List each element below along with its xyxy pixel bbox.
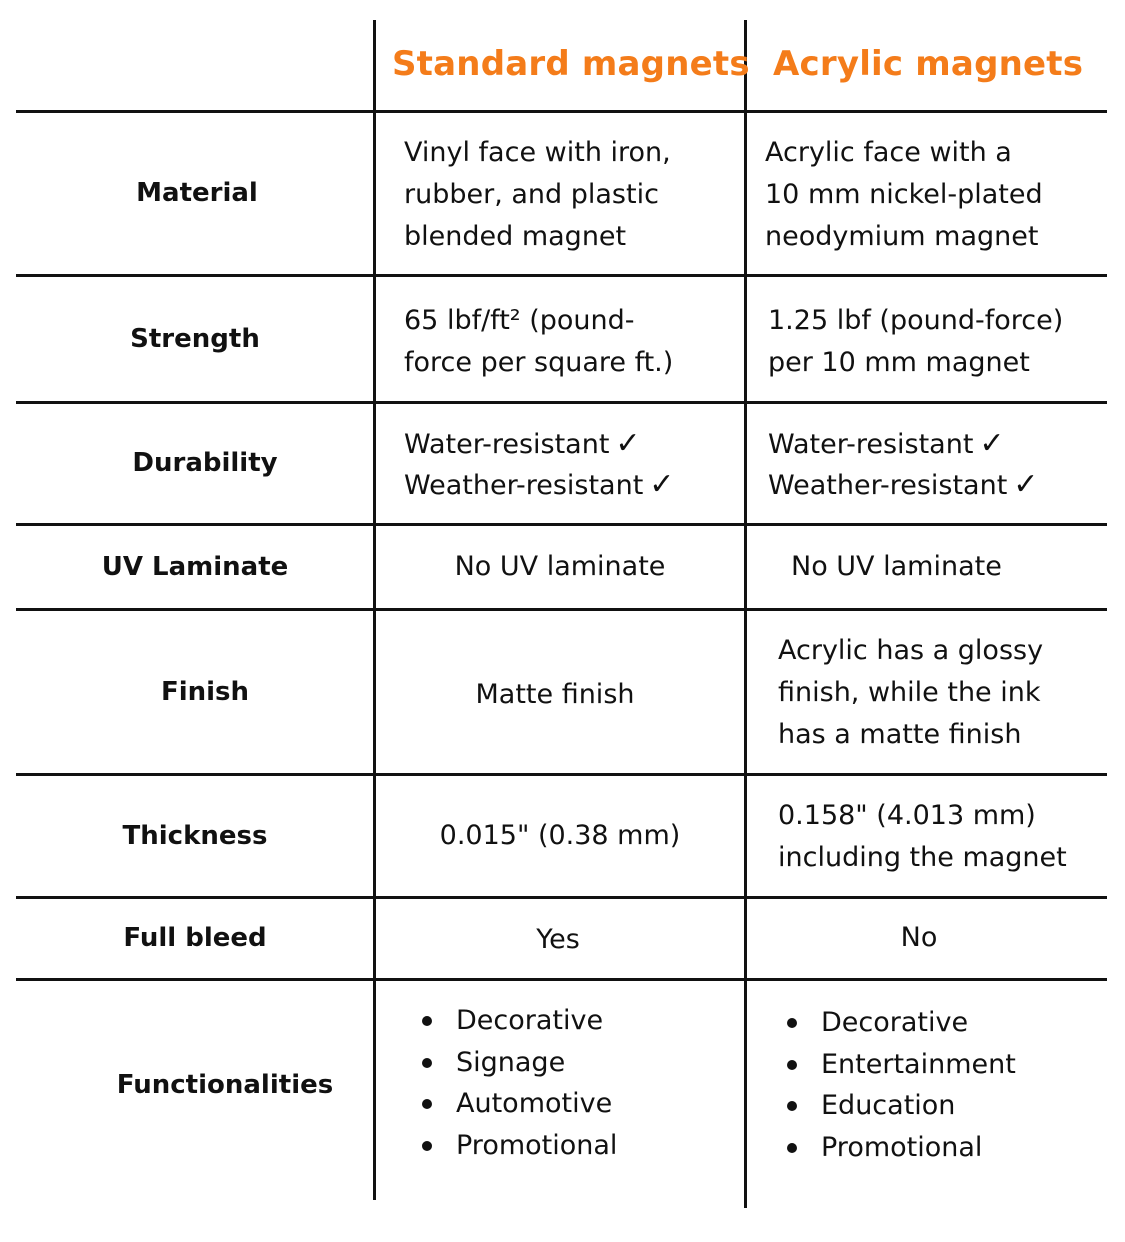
list-item: Education: [781, 1085, 1016, 1127]
cell-line: [404, 423, 674, 466]
list-item: Promotional: [416, 1125, 617, 1167]
cell-durability-acrylic: [768, 423, 1038, 507]
cell-text: Water-resistant: [768, 429, 974, 460]
row-label-uv-laminate: UV Laminate: [101, 551, 289, 582]
cell-line: neodymium magnet: [765, 221, 1039, 252]
cell-line: rubber, and plastic: [404, 179, 659, 210]
cell-durability-standard: [404, 423, 674, 507]
cell-line: Yes: [536, 924, 580, 955]
cell-material-standard: [404, 132, 671, 258]
cell-strength-acrylic: [768, 300, 1063, 384]
bullet-list: [781, 1002, 1016, 1168]
row-label-material: Material: [136, 178, 258, 208]
cell-line: [768, 423, 1038, 466]
list-item: Decorative: [416, 1000, 617, 1042]
cell-line: force per square ft.): [404, 347, 674, 378]
cell-functionalities-standard: [416, 1000, 617, 1166]
cell-thickness-acrylic: [778, 795, 1067, 879]
row-label-finish: Finish: [160, 676, 250, 707]
header-acrylic-magnets: Acrylic magnets: [773, 44, 1084, 84]
column-divider-2: [744, 20, 747, 1208]
cell-line: Matte finish: [475, 679, 635, 710]
cell-strength-standard: [404, 300, 673, 384]
cell-line: No UV laminate: [791, 551, 1002, 582]
bullet-list: [416, 1000, 617, 1166]
row-label-full-bleed: Full bleed: [123, 923, 267, 953]
cell-finish-standard: [376, 674, 734, 716]
cell-line: Vinyl face with iron,: [404, 137, 671, 168]
cell-text: Weather-resistant: [768, 470, 1008, 501]
list-item: Promotional: [781, 1127, 1016, 1169]
checkmark-icon: ✓: [979, 426, 1005, 461]
cell-line: No: [900, 922, 938, 953]
cell-line: No UV laminate: [454, 551, 666, 582]
list-item: Decorative: [781, 1002, 1016, 1044]
row-label-durability: Durability: [132, 448, 278, 478]
checkmark-icon: ✓: [1013, 467, 1039, 502]
cell-uv-standard: [376, 546, 744, 588]
cell-line: 65 lbf/ft² (pound-: [404, 305, 635, 336]
cell-uv-acrylic: [791, 546, 1002, 588]
cell-text: Weather-resistant: [404, 470, 644, 501]
cell-line: including the magnet: [778, 842, 1067, 873]
cell-line: 0.158" (4.013 mm): [778, 800, 1036, 831]
cell-line: 0.015" (0.38 mm): [439, 820, 681, 851]
cell-fullbleed-acrylic: [747, 917, 1091, 959]
list-item: Automotive: [416, 1083, 617, 1125]
checkmark-icon: ✓: [615, 426, 641, 461]
cell-line: [404, 464, 674, 507]
cell-material-acrylic: [765, 132, 1043, 258]
header-standard-magnets: Standard magnets: [392, 44, 750, 84]
cell-line: finish, while the ink: [778, 677, 1041, 708]
row-label-thickness: Thickness: [122, 820, 268, 851]
cell-line: 10 mm nickel-plated: [765, 179, 1043, 210]
checkmark-icon: ✓: [649, 467, 675, 502]
cell-thickness-standard: [376, 815, 744, 857]
cell-functionalities-acrylic: [781, 1002, 1016, 1168]
cell-line: blended magnet: [404, 221, 627, 252]
cell-line: Acrylic has a glossy: [778, 635, 1044, 666]
cell-text: Water-resistant: [404, 429, 610, 460]
cell-line: has a matte finish: [778, 719, 1022, 750]
cell-line: per 10 mm magnet: [768, 347, 1030, 378]
cell-line: 1.25 lbf (pound-force): [768, 305, 1064, 336]
cell-line: [768, 464, 1038, 507]
cell-line: Acrylic face with a: [765, 137, 1012, 168]
cell-fullbleed-standard: [376, 919, 740, 961]
list-item: Entertainment: [781, 1044, 1016, 1086]
row-label-functionalities: Functionalities: [116, 1070, 334, 1100]
list-item: Signage: [416, 1042, 617, 1084]
row-label-strength: Strength: [130, 323, 260, 354]
cell-finish-acrylic: [778, 630, 1043, 756]
